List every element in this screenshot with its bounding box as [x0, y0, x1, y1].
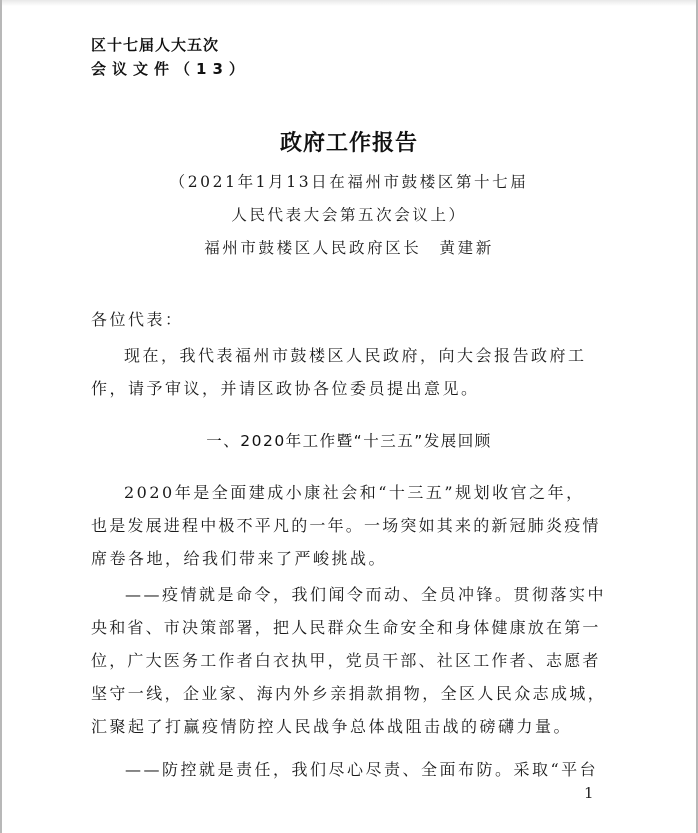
body-line: 汇聚起了打赢疫情防控人民战争总体战阻击战的磅礴力量。 [91, 717, 573, 736]
body-line: 坚守一线，企业家、海内外乡亲捐款捐物，全区人民众志成城， [91, 684, 607, 703]
salutation: 各位代表： [91, 310, 184, 329]
body-line: 2020年是全面建成小康社会和“十三五”规划收官之年， [124, 483, 585, 502]
section-heading: 一、2020年工作暨“十三五”发展回顾 [206, 432, 492, 450]
body-line: ——防控就是责任，我们尽心尽责、全面布防。采取“平台 [125, 760, 599, 779]
subtitle-meeting-line: 人民代表大会第五次会议上） [231, 206, 467, 224]
page-number: 1 [584, 784, 594, 802]
page-title: 政府工作报告 [279, 130, 418, 156]
subtitle-author-line: 福州市鼓楼区人民政府区长 黄建新 [204, 239, 494, 257]
intro-line: 现在，我代表福州市鼓楼区人民政府，向大会报告政府工 [124, 346, 587, 365]
meeting-label: 区十七届人大五次 [91, 36, 220, 54]
document-number-label: 会议文件（13） [91, 60, 250, 78]
page-top-edge [0, 0, 698, 6]
body-line: ——疫情就是命令，我们闻令而动、全员冲锋。贯彻落实中 [125, 585, 607, 604]
page-left-border [0, 0, 2, 833]
body-line: 席卷各地，给我们带来了严峻挑战。 [91, 549, 388, 568]
body-line: 央和省、市决策部署，把人民群众生命安全和身体健康放在第一 [91, 618, 601, 637]
body-line: 也是发展进程中极不平凡的一年。一场突如其来的新冠肺炎疫情 [91, 516, 601, 535]
subtitle-date-line: （2021年1月13日在福州市鼓楼区第十七届 [169, 173, 529, 191]
intro-line: 作，请予审议，并请区政协各位委员提出意见。 [91, 379, 480, 398]
body-line: 位，广大医务工作者白衣执甲，党员干部、社区工作者、志愿者 [91, 651, 601, 670]
